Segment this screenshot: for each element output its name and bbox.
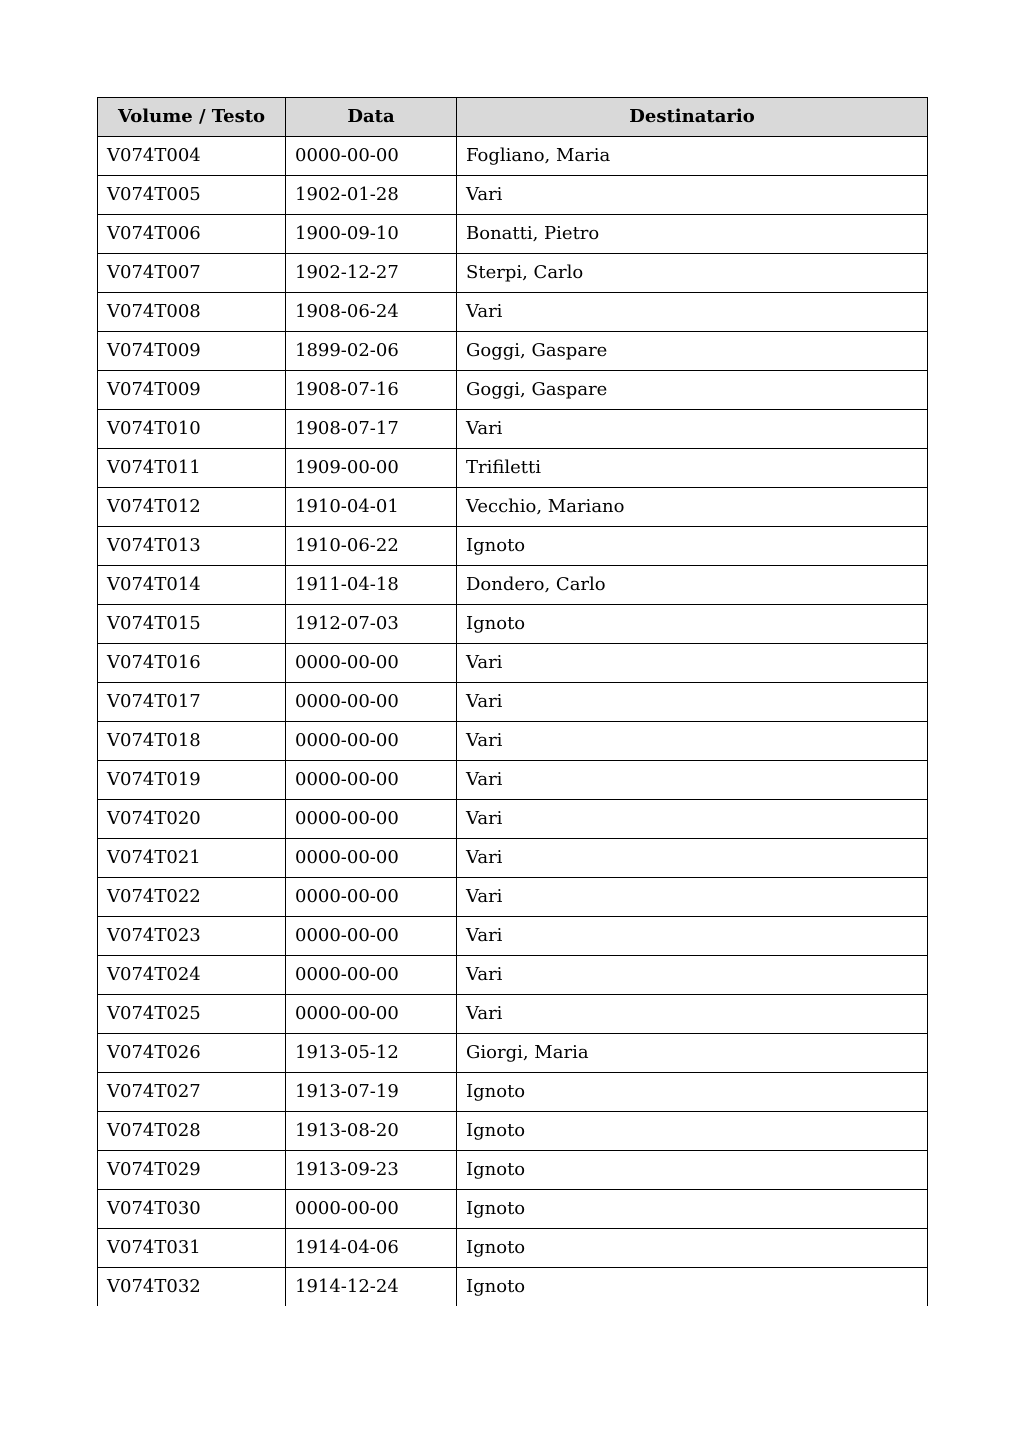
table-row [98, 683, 928, 722]
cell-data: 1908-07-17 [286, 410, 457, 449]
cell-data: 0000-00-00 [286, 722, 457, 761]
cell-data: 1909-00-00 [286, 449, 457, 488]
cell-volume-testo: V074T018 [98, 722, 286, 761]
cell-volume-testo: V074T032 [98, 1268, 286, 1307]
cell-volume-testo: V074T013 [98, 527, 286, 566]
cell-destinatario: Ignoto [457, 1190, 928, 1229]
header-data: Data [286, 98, 457, 137]
table-row [98, 176, 928, 215]
table-row [98, 254, 928, 293]
cell-volume-testo: V074T009 [98, 332, 286, 371]
cell-data: 0000-00-00 [286, 644, 457, 683]
cell-volume-testo: V074T006 [98, 215, 286, 254]
cell-volume-testo: V074T012 [98, 488, 286, 527]
cell-volume-testo: V074T020 [98, 800, 286, 839]
cell-volume-testo: V074T016 [98, 644, 286, 683]
table-row [98, 917, 928, 956]
cell-data: 0000-00-00 [286, 917, 457, 956]
cell-data: 1914-04-06 [286, 1229, 457, 1268]
table-row [98, 605, 928, 644]
cell-destinatario: Vari [457, 800, 928, 839]
table-row [98, 1268, 928, 1307]
cell-data: 1913-08-20 [286, 1112, 457, 1151]
cell-destinatario: Giorgi, Maria [457, 1034, 928, 1073]
cell-volume-testo: V074T025 [98, 995, 286, 1034]
table-row [98, 1229, 928, 1268]
cell-data: 1914-12-24 [286, 1268, 457, 1307]
cell-data: 0000-00-00 [286, 995, 457, 1034]
table-row [98, 995, 928, 1034]
header-volume-testo: Volume / Testo [98, 98, 286, 137]
cell-destinatario: Vari [457, 683, 928, 722]
cell-data: 1913-05-12 [286, 1034, 457, 1073]
cell-data: 1899-02-06 [286, 332, 457, 371]
cell-data: 1908-07-16 [286, 371, 457, 410]
cell-destinatario: Vari [457, 176, 928, 215]
cell-data: 0000-00-00 [286, 800, 457, 839]
cell-data: 0000-00-00 [286, 761, 457, 800]
cell-volume-testo: V074T021 [98, 839, 286, 878]
cell-volume-testo: V074T030 [98, 1190, 286, 1229]
table-row [98, 839, 928, 878]
cell-volume-testo: V074T009 [98, 371, 286, 410]
cell-data: 0000-00-00 [286, 839, 457, 878]
table-row [98, 1034, 928, 1073]
cell-destinatario: Sterpi, Carlo [457, 254, 928, 293]
cell-destinatario: Ignoto [457, 605, 928, 644]
cell-destinatario: Vari [457, 293, 928, 332]
cell-destinatario: Ignoto [457, 527, 928, 566]
cell-data: 0000-00-00 [286, 956, 457, 995]
cell-volume-testo: V074T017 [98, 683, 286, 722]
cell-data: 0000-00-00 [286, 137, 457, 176]
cell-destinatario: Vecchio, Mariano [457, 488, 928, 527]
cell-data: 0000-00-00 [286, 683, 457, 722]
table-row [98, 1112, 928, 1151]
table-row [98, 722, 928, 761]
cell-destinatario: Fogliano, Maria [457, 137, 928, 176]
cell-destinatario: Vari [457, 839, 928, 878]
cell-destinatario: Bonatti, Pietro [457, 215, 928, 254]
table-row [98, 527, 928, 566]
cell-destinatario: Goggi, Gaspare [457, 332, 928, 371]
table-row [98, 410, 928, 449]
cell-volume-testo: V074T010 [98, 410, 286, 449]
cell-volume-testo: V074T015 [98, 605, 286, 644]
cell-volume-testo: V074T028 [98, 1112, 286, 1151]
cell-destinatario: Vari [457, 722, 928, 761]
cell-volume-testo: V074T027 [98, 1073, 286, 1112]
records-table-container [97, 97, 927, 1306]
cell-volume-testo: V074T024 [98, 956, 286, 995]
cell-volume-testo: V074T007 [98, 254, 286, 293]
cell-data: 0000-00-00 [286, 1190, 457, 1229]
cell-volume-testo: V074T022 [98, 878, 286, 917]
table-row [98, 956, 928, 995]
table-row [98, 644, 928, 683]
cell-volume-testo: V074T011 [98, 449, 286, 488]
cell-data: 1902-12-27 [286, 254, 457, 293]
cell-destinatario: Dondero, Carlo [457, 566, 928, 605]
cell-data: 1900-09-10 [286, 215, 457, 254]
cell-data: 0000-00-00 [286, 878, 457, 917]
cell-volume-testo: V074T005 [98, 176, 286, 215]
records-table [97, 97, 928, 1306]
cell-data: 1910-06-22 [286, 527, 457, 566]
cell-destinatario: Vari [457, 917, 928, 956]
cell-volume-testo: V074T014 [98, 566, 286, 605]
cell-destinatario: Ignoto [457, 1151, 928, 1190]
table-row [98, 761, 928, 800]
cell-data: 1913-07-19 [286, 1073, 457, 1112]
cell-destinatario: Ignoto [457, 1229, 928, 1268]
header-row [98, 98, 928, 137]
table-row [98, 332, 928, 371]
cell-volume-testo: V074T026 [98, 1034, 286, 1073]
cell-volume-testo: V074T008 [98, 293, 286, 332]
cell-destinatario: Vari [457, 761, 928, 800]
cell-data: 1913-09-23 [286, 1151, 457, 1190]
cell-volume-testo: V074T031 [98, 1229, 286, 1268]
header-destinatario: Destinatario [457, 98, 928, 137]
cell-volume-testo: V074T019 [98, 761, 286, 800]
table-body [98, 137, 928, 1307]
cell-data: 1908-06-24 [286, 293, 457, 332]
table-row [98, 293, 928, 332]
cell-destinatario: Vari [457, 956, 928, 995]
cell-destinatario: Vari [457, 644, 928, 683]
cell-destinatario: Vari [457, 995, 928, 1034]
table-row [98, 215, 928, 254]
table-row [98, 1073, 928, 1112]
table-row [98, 878, 928, 917]
cell-volume-testo: V074T004 [98, 137, 286, 176]
cell-destinatario: Vari [457, 410, 928, 449]
table-row [98, 371, 928, 410]
cell-destinatario: Ignoto [457, 1268, 928, 1307]
table-row [98, 137, 928, 176]
cell-volume-testo: V074T023 [98, 917, 286, 956]
cell-data: 1910-04-01 [286, 488, 457, 527]
table-row [98, 1190, 928, 1229]
table-row [98, 488, 928, 527]
cell-data: 1911-04-18 [286, 566, 457, 605]
cell-data: 1912-07-03 [286, 605, 457, 644]
cell-volume-testo: V074T029 [98, 1151, 286, 1190]
table-row [98, 449, 928, 488]
table-row [98, 566, 928, 605]
cell-data: 1902-01-28 [286, 176, 457, 215]
cell-destinatario: Goggi, Gaspare [457, 371, 928, 410]
table-row [98, 800, 928, 839]
table-row [98, 1151, 928, 1190]
cell-destinatario: Trifiletti [457, 449, 928, 488]
cell-destinatario: Vari [457, 878, 928, 917]
cell-destinatario: Ignoto [457, 1073, 928, 1112]
table-header [98, 98, 928, 137]
cell-destinatario: Ignoto [457, 1112, 928, 1151]
